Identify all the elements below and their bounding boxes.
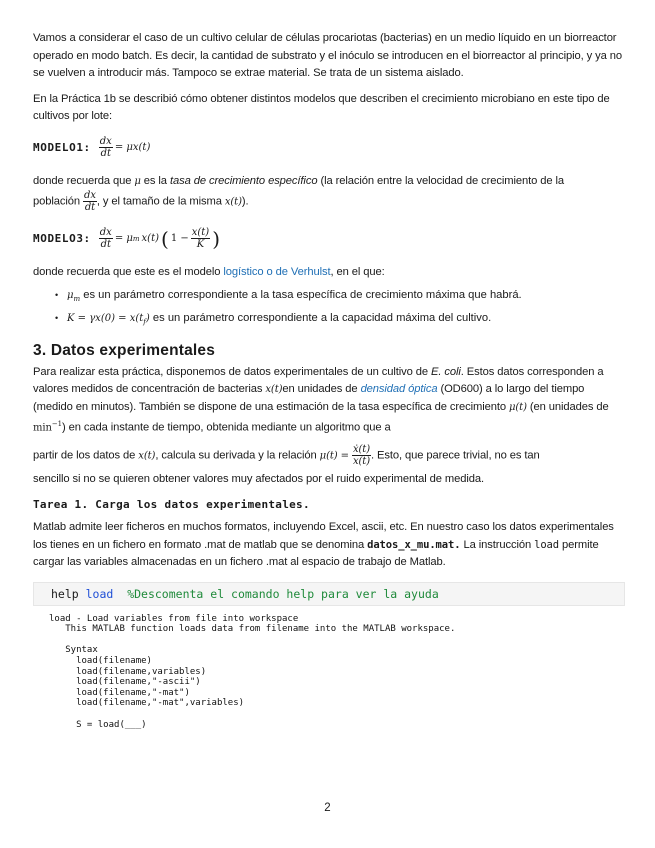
mu-symbol: μ bbox=[134, 175, 141, 187]
frac-den: x(t) bbox=[352, 455, 371, 467]
model-3-inner: 1 − bbox=[170, 233, 189, 244]
text: Matlab admite leer ficheros en muchos formatos, incluyendo Excel, ascii, etc. En nuestro caso los datos experimentales los tienes en un fichero en formato .mat de matlab que se denomina bbox=[33, 521, 614, 551]
model-1-derivative bbox=[99, 136, 113, 159]
output-line: load(filename) bbox=[49, 656, 152, 667]
code-keyword: load bbox=[85, 586, 114, 601]
model-1-formula bbox=[99, 136, 151, 159]
code-comment: %Descomenta el comando help para ver la ayuda bbox=[127, 586, 439, 601]
output-line: Syntax bbox=[49, 645, 98, 656]
text: ) en cada instante de tiempo, obtenida mediante un algoritmo que a bbox=[61, 422, 391, 435]
model-3-inner-fraction bbox=[191, 227, 210, 250]
desc-text: ). bbox=[241, 195, 249, 208]
model-3-deriv-num: dx bbox=[99, 227, 112, 238]
bullet-text: es un parámetro correspondiente a la tasa específica de crecimiento máxima que habrá. bbox=[83, 288, 522, 301]
desc-text: es la bbox=[143, 174, 167, 187]
text: partir de los datos de bbox=[33, 449, 136, 462]
model-3-description bbox=[33, 264, 623, 282]
intro-paragraph-1: Vamos a considerar el caso de un cultivo celular de células procariotas (bacterias) en un medio líquido en un biorreactor operado en modo batch. Es decir, la cantidad de substrato y el inóculo se introducen en el biorreactor al principio, y ya no se vuelven a introducir más. Tampoco se extrae material. Se trata de un sistema aislado. bbox=[33, 32, 622, 79]
x-t-symbol: x(t) bbox=[138, 450, 156, 462]
output-line: This MATLAB function loads data from filename into the MATLAB workspace. bbox=[49, 624, 456, 635]
ecoli-term: E. coli bbox=[431, 365, 461, 378]
model-1-deriv-den: dt bbox=[100, 147, 112, 159]
section-paragraph-3: sencillo si no se quieren obtener valores muy afectados por el ruido experimental de medida. bbox=[33, 472, 484, 485]
text: permite cargar las variables almacenadas en un fichero .mat al espacio de trabajo de Matlab. bbox=[33, 538, 599, 569]
growth-velocity-fraction bbox=[83, 190, 97, 213]
model-3-rhs-x: x(t) bbox=[141, 233, 159, 244]
output-line: load(filename,"-mat") bbox=[49, 687, 190, 698]
model-3-label: MODELO3: bbox=[33, 232, 91, 245]
k-formula-sub: f bbox=[143, 317, 146, 326]
text: La instrucción bbox=[463, 538, 532, 551]
task-paragraph bbox=[33, 519, 623, 572]
unit-min: min bbox=[33, 423, 52, 435]
verhulst-link[interactable]: logístico o de Verhulst bbox=[223, 266, 331, 278]
list-item bbox=[55, 309, 623, 332]
x-t-symbol: x(t) bbox=[265, 384, 283, 396]
desc-text: donde recuerda que este es el modelo bbox=[33, 266, 221, 278]
text: . Esto, que parece trivial, no es tan bbox=[371, 449, 540, 462]
text: (en unidades de bbox=[529, 400, 609, 413]
mu-relation-lhs: μ(t) = bbox=[319, 450, 349, 462]
model-1-rhs: = μx(t) bbox=[114, 141, 151, 153]
unit-exponent: −1 bbox=[51, 420, 62, 429]
frac-den: dt bbox=[84, 202, 96, 213]
mu-t-symbol: μ(t) bbox=[508, 401, 527, 413]
text: . Estos datos corresponden a valores medidos de concentración de bacterias bbox=[33, 365, 604, 396]
desc-text: donde recuerda que bbox=[33, 174, 132, 187]
k-formula: K = γx(0) = x(t bbox=[67, 312, 144, 324]
bullet-text: es un parámetro correspondiente a la capacidad máxima del cultivo. bbox=[152, 311, 492, 324]
output-line: load(filename,"-mat",variables) bbox=[49, 698, 245, 709]
text: , calcula su derivada y la relación bbox=[155, 449, 317, 462]
model-1-deriv-num: dx bbox=[99, 135, 112, 147]
optical-density-link[interactable]: densidad óptica bbox=[360, 383, 438, 396]
document-page bbox=[33, 30, 623, 730]
text: Para realizar esta práctica, disponemos de datos experimentales de un cultivo de bbox=[33, 365, 428, 378]
model-3-rhs-sub: m bbox=[132, 234, 140, 243]
model-3-equation bbox=[33, 227, 623, 250]
paren-open: ( bbox=[161, 226, 169, 251]
section-paragraph-2 bbox=[33, 444, 623, 467]
load-code: load bbox=[534, 538, 559, 551]
inner-den: K bbox=[196, 239, 205, 250]
desc-text: (la relación entre la velocidad de crecimiento de la bbox=[320, 174, 565, 187]
mu-m-symbol: μ bbox=[67, 289, 74, 301]
frac-num: dx bbox=[84, 190, 96, 201]
k-formula-end: ) bbox=[145, 312, 150, 324]
output-line: load - Load variables from file into workspace bbox=[49, 613, 299, 624]
mu-relation-fraction bbox=[352, 444, 371, 467]
model-1-description bbox=[33, 173, 623, 214]
output-line: S = load(___) bbox=[49, 719, 147, 730]
filename-code: datos_x_mu.mat. bbox=[367, 538, 461, 551]
frac-num: ẋ(t) bbox=[352, 443, 371, 455]
output-line bbox=[49, 709, 623, 720]
text: (OD600) a lo largo del tiempo (medido en minutos). También se dispone de una estimación de la tasa específica de crecimiento bbox=[33, 383, 585, 413]
output-line: load(filename,variables) bbox=[49, 666, 207, 677]
inner-num: x(t) bbox=[191, 227, 210, 238]
model-3-formula bbox=[99, 227, 220, 250]
code-cell[interactable] bbox=[33, 582, 625, 606]
mu-m-sub: m bbox=[73, 294, 81, 303]
intro-paragraph-2: En la Práctica 1b se describió cómo obtener distintos modelos que describen el crecimiento microbiano en este tipo de cultivos por lote: bbox=[33, 92, 610, 122]
model-3-derivative bbox=[99, 227, 113, 250]
model-1-label: MODELO1: bbox=[33, 140, 91, 154]
model-3-deriv-den: dt bbox=[100, 239, 112, 250]
specific-growth-rate-term: tasa de crecimiento específico bbox=[169, 174, 318, 187]
help-output bbox=[33, 614, 623, 731]
output-line bbox=[49, 635, 623, 646]
task-heading: Tarea 1. Carga los datos experimentales. bbox=[33, 498, 310, 512]
x-t-symbol: x(t) bbox=[224, 196, 242, 208]
desc-text: , y el tamaño de la misma bbox=[96, 195, 222, 208]
section-heading: 3. Datos experimentales bbox=[33, 341, 216, 359]
text: en unidades de bbox=[282, 383, 358, 396]
paren-close: ) bbox=[212, 226, 221, 251]
desc-text: población bbox=[33, 195, 80, 208]
list-item bbox=[55, 286, 623, 309]
model-3-rhs-mu: = μ bbox=[114, 233, 133, 244]
output-line: load(filename,"-ascii") bbox=[49, 677, 201, 688]
parameter-list bbox=[33, 286, 623, 332]
desc-text: , en el que: bbox=[330, 266, 385, 278]
code-help: help bbox=[51, 586, 86, 601]
model-1-equation bbox=[33, 136, 623, 159]
section-paragraph bbox=[33, 364, 623, 438]
page-number: 2 bbox=[324, 802, 331, 814]
